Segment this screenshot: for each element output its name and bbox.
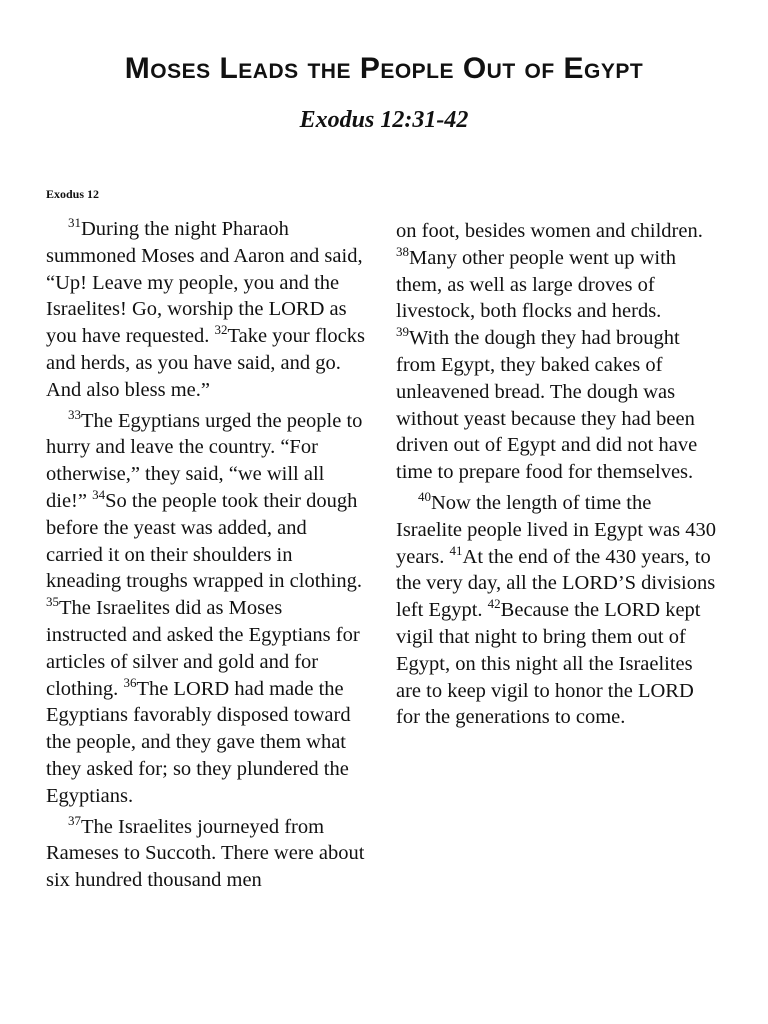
verse-number: 36 xyxy=(123,674,137,690)
paragraph xyxy=(46,814,366,894)
verse-text: Take your flocks and herds, as you have said, and go. And also bless me.” xyxy=(46,325,365,401)
verse-number: 42 xyxy=(487,596,501,612)
verse-number: 39 xyxy=(396,324,409,340)
verse-number: 37 xyxy=(68,812,81,828)
verse-text: Many other people went up with them, as well as large droves of livestock, both flocks and herds. xyxy=(396,246,677,323)
verse-text: The Israelites did as Moses instructed and asked the Egyptians for articles of silver and gold and for clothing. xyxy=(46,597,360,700)
verse-number: 40 xyxy=(418,489,431,505)
verse-text: Now the length of time the Israelite people lived in Egypt was 430 years. xyxy=(396,491,716,568)
verse-number: 41 xyxy=(449,542,463,558)
page-title: Moses Leads the People Out of Egypt xyxy=(124,52,644,85)
verse-number: 31 xyxy=(68,215,81,231)
scripture-reference: Exodus 12:31-42 xyxy=(299,107,469,133)
paragraph xyxy=(46,408,366,810)
verse-text: The Israelites journeyed from Rameses to Succoth. There were about six hundred thousand men xyxy=(46,815,365,892)
verse-number: 33 xyxy=(68,406,81,422)
verse-text: Because the LORD kept vigil that night to bring them out of Egypt, on this night all the Israelites are to keep vigil to honor the LORD for the generations to come. xyxy=(396,599,701,729)
verse-text: So the people took their dough before the yeast was added, and carried it on their shoulders in kneading troughs wrapped in clothing. xyxy=(46,489,362,593)
verse-number: 34 xyxy=(92,487,106,503)
verse-number: 35 xyxy=(46,594,59,610)
verse-text: With the dough they had brought from Egypt, they baked cakes of unleavened bread. The dough was without yeast because they had been driven out of Egypt and did not have time to prepare food for themselves. xyxy=(396,327,698,484)
verse-number: 32 xyxy=(214,322,228,338)
verse-number: 38 xyxy=(396,243,409,259)
verse-text: The Egyptians urged the people to hurry and leave the country. “For otherwise,” they said, “we will all die!” xyxy=(46,409,363,512)
text-column-left xyxy=(46,216,366,898)
paragraph xyxy=(396,218,716,486)
verse-text: on foot, besides women and children. xyxy=(396,220,703,242)
paragraph xyxy=(46,216,366,404)
paragraph xyxy=(396,490,716,731)
verse-text: The LORD had made the Egyptians favorably disposed toward the people, and they gave them what they asked for; so they plundered the Egyptians. xyxy=(46,677,351,807)
chapter-label: Exodus 12 xyxy=(46,187,100,201)
verse-text: During the night Pharaoh summoned Moses and Aaron and said, “Up! Leave my people, you and the Israelites! Go, worship the LORD as you have requested. xyxy=(46,218,363,348)
verse-text: At the end of the 430 years, to the very day, all the LORD’S divisions left Egypt. xyxy=(396,545,716,622)
text-column-right xyxy=(396,218,716,735)
